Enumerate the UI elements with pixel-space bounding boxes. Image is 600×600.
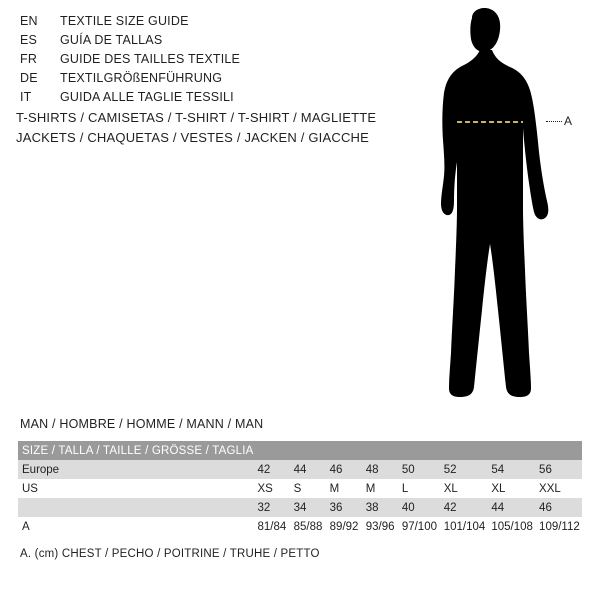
language-row [20,90,360,109]
male-silhouette-icon [400,8,600,408]
table-cell: US [18,479,254,498]
table-cell: 93/96 [362,517,398,536]
language-row [20,52,360,71]
language-title: TEXTILGRÖßENFÜHRUNG [60,71,223,85]
table-cell: XS [254,479,290,498]
table-cell: 42 [254,460,290,479]
table-cell: 56 [535,460,582,479]
table-cell: 89/92 [326,517,362,536]
garment-line-jackets: JACKETS / CHAQUETAS / VESTES / JACKEN / GIACCHE [16,130,370,145]
table-cell: 50 [398,460,440,479]
table-cell: 52 [440,460,488,479]
language-code: FR [20,52,38,66]
table-cell: XL [487,479,535,498]
table-cell: 54 [487,460,535,479]
table-cell: 48 [362,460,398,479]
language-title: GUIDA ALLE TAGLIE TESSILI [60,90,234,104]
table-cell: L [398,479,440,498]
table-header-cell [254,441,290,460]
table-header-cell [535,441,582,460]
language-row [20,14,360,33]
table-cell [18,498,254,517]
table-cell: 44 [290,460,326,479]
size-table [18,441,582,536]
table-header-cell [440,441,488,460]
table-row [18,479,582,498]
table-cell: 42 [440,498,488,517]
table-header-cell [362,441,398,460]
table-cell: 46 [326,460,362,479]
table-cell: 38 [362,498,398,517]
language-row [20,71,360,90]
table-header-cell [290,441,326,460]
table-cell: XXL [535,479,582,498]
table-cell: 36 [326,498,362,517]
table-header-cell [326,441,362,460]
table-footnote: A. (cm) CHEST / PECHO / POITRINE / TRUHE / PETTO [20,548,320,560]
table-header-row [18,441,582,460]
language-code: DE [20,71,38,85]
language-list [20,14,360,109]
table-cell: 44 [487,498,535,517]
table-cell: Europe [18,460,254,479]
table-cell: 101/104 [440,517,488,536]
table-cell: 32 [254,498,290,517]
table-cell: S [290,479,326,498]
table-cell: 109/112 [535,517,582,536]
language-title: GUIDE DES TAILLES TEXTILE [60,52,241,66]
table-row [18,498,582,517]
table-cell: 85/88 [290,517,326,536]
table-cell: A [18,517,254,536]
table-cell: 81/84 [254,517,290,536]
table-cell: 46 [535,498,582,517]
table-header-cell [398,441,440,460]
table-cell: 105/108 [487,517,535,536]
measure-leader-line [546,121,562,122]
table-header-cell [487,441,535,460]
table-cell: M [326,479,362,498]
language-code: IT [20,90,32,104]
table-cell: M [362,479,398,498]
table-cell: 40 [398,498,440,517]
language-code: EN [20,14,38,28]
language-title: GUÍA DE TALLAS [60,33,163,47]
garment-line-tshirts: T-SHIRTS / CAMISETAS / T-SHIRT / T-SHIRT / MAGLIETTE [16,110,377,125]
table-row [18,460,582,479]
language-row [20,33,360,52]
table-cell: 97/100 [398,517,440,536]
garment-category-list [16,110,396,150]
language-code: ES [20,33,38,47]
language-title: TEXTILE SIZE GUIDE [60,14,189,28]
measure-label-a: A [564,114,573,128]
table-cell: 34 [290,498,326,517]
body-silhouette-figure [400,8,600,408]
table-header-cell: SIZE / TALLA / TAILLE / GRÖSSE / TAGLIA [18,441,254,460]
table-group-title: MAN / HOMBRE / HOMME / MANN / MAN [20,417,264,431]
table-cell: XL [440,479,488,498]
table-row [18,517,582,536]
